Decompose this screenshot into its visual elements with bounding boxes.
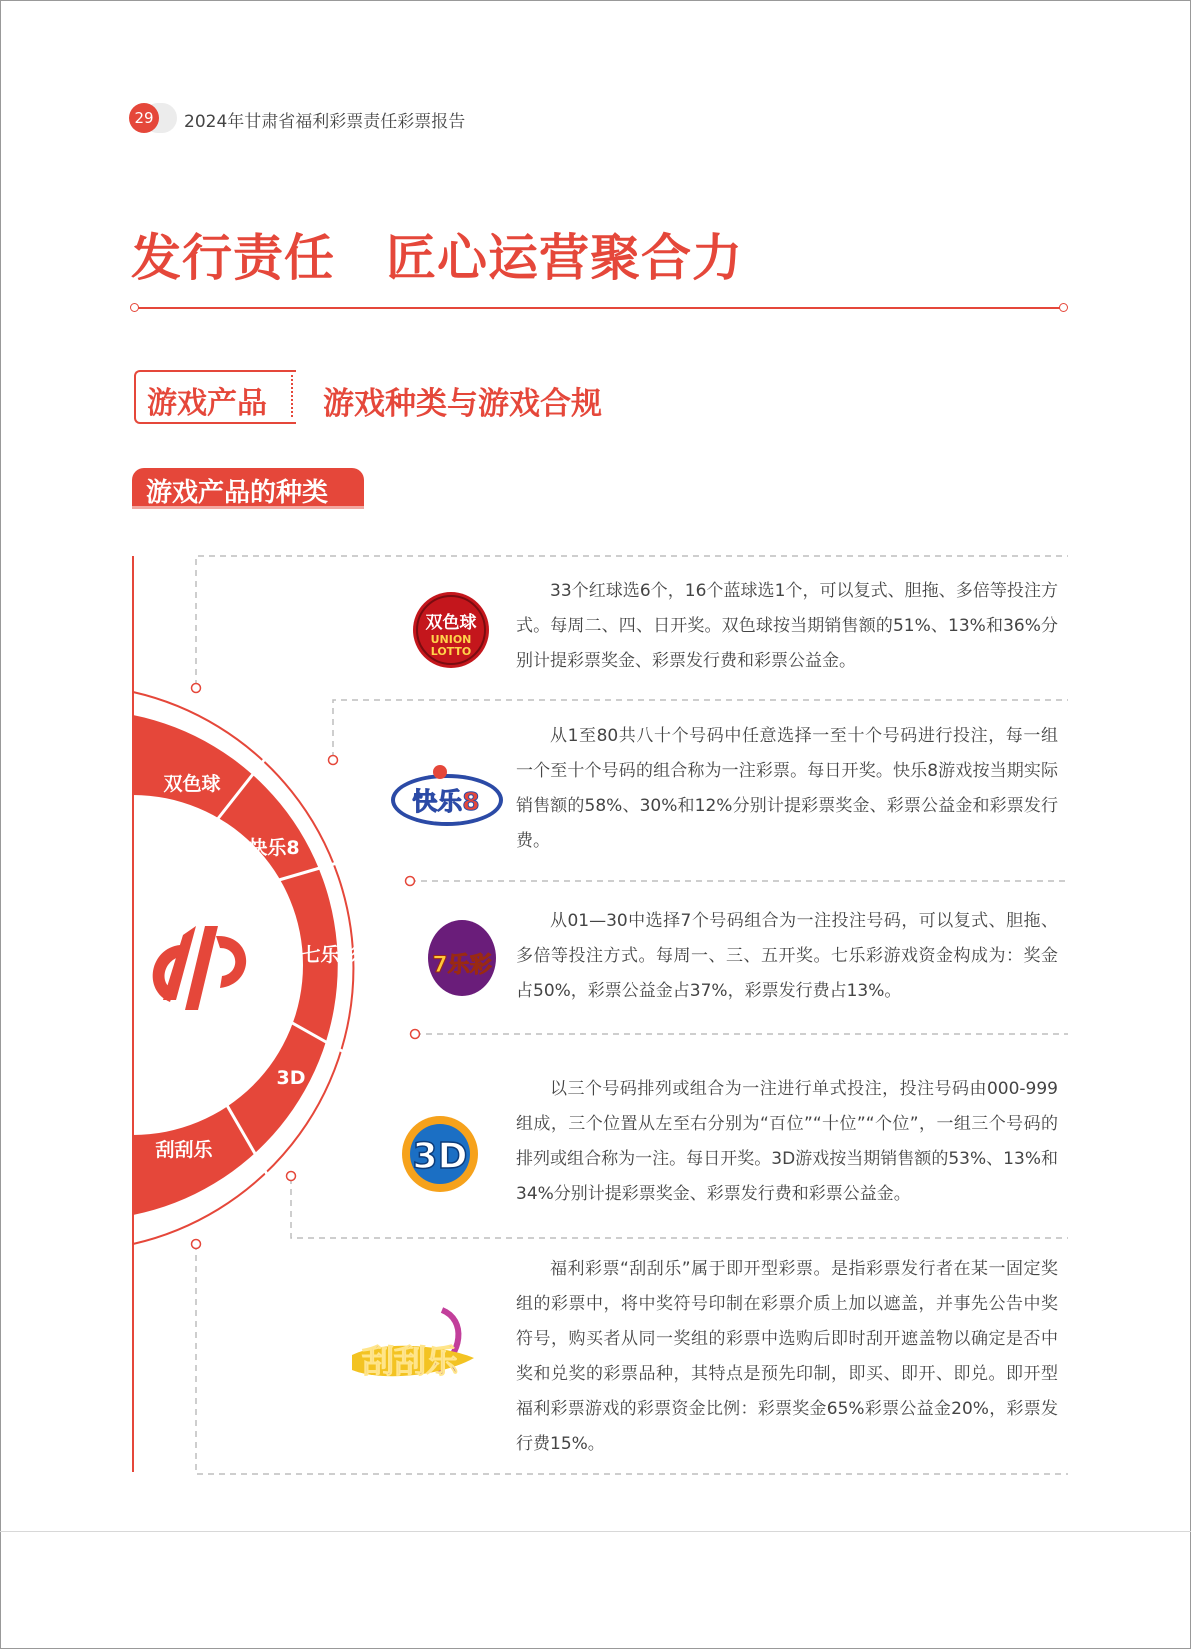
footer-divider — [0, 1531, 1191, 1532]
union-lotto-logo-union: UNION — [430, 633, 472, 646]
union-lotto-logo-icon — [406, 585, 496, 675]
qilecai-logo-icon — [424, 910, 500, 1000]
wheel-label-guaguale: 刮刮乐 — [155, 1139, 213, 1161]
union-lotto-logo-text: 双色球 — [425, 613, 477, 633]
kuaile8-logo-text: 快乐8 — [412, 787, 480, 816]
guaguale-logo-icon — [342, 1300, 482, 1396]
3d-logo-icon — [392, 1110, 488, 1196]
wheel-label-qilecai: 七乐彩 — [301, 944, 359, 966]
game-description-3d: 以三个号码排列或组合为一注进行单式投注，投注号码由000-999组成，三个位置从左至右分别为“百位”“十位”“个位”，一组三个号码的排列或组合称为一注。每日开奖。3D游戏按当期销售额的53%、13%和34%分别计提彩票奖金、彩票发行费和彩票公益金。 — [516, 1079, 1058, 1204]
3d-logo-text: 3D — [412, 1136, 468, 1177]
game-description-shuangseqiu: 33个红球选6个，16个蓝球选1个，可以复式、胆拖、多倍等投注方式。每周二、四、日开奖。双色球按当期销售额的51%、13%和36%分别计提彩票奖金、彩票发行费和彩票公益金。 — [516, 581, 1058, 671]
section-label: 游戏产品 — [147, 386, 267, 421]
union-lotto-logo-lotto: LOTTO — [430, 645, 472, 658]
kuaile8-logo-icon — [388, 760, 506, 830]
wheel-label-3d: 3D — [276, 1067, 306, 1089]
section-title: 游戏种类与游戏合规 — [323, 386, 602, 422]
page-number: 29 — [129, 103, 159, 133]
qilecai-logo-text: 7乐彩 — [432, 953, 492, 978]
game-description-kuaile8: 从1至80共八十个号码中任意选择一至十个号码进行投注，每一组一个至十个号码的组合称为一注彩票。每日开奖。快乐8游戏按当期实际销售额的58%、30%和12%分别计提彩票奖金、彩票公益金和彩票发行费。 — [516, 726, 1058, 851]
report-title: 2024年甘肃省福利彩票责任彩票报告 — [184, 112, 466, 132]
wheel-label-kuaile8: 快乐8 — [248, 837, 300, 859]
game-description-qilecai: 从01—30中选择7个号码组合为一注投注号码，可以复式、胆拖、多倍等投注方式。每周一、三、五开奖。七乐彩游戏资金构成为：奖金占50%，彩票公益金占37%，彩票发行费占13%。 — [516, 911, 1058, 1001]
cp-welfare-lottery-icon — [153, 926, 246, 1010]
game-description-guaguale: 福利彩票“刮刮乐”属于即开型彩票。是指彩票发行者在某一固定奖组的彩票中，将中奖符号印制在彩票介质上加以遮盖，并事先公告中奖符号，购买者从同一奖组的彩票中选购后即时刮开遮盖物以确定是否中奖和兑奖的彩票品种，其特点是预先印制，即买、即开、即兑。即开型福利彩票游戏的彩票资金比例：彩票奖金65%彩票公益金20%，彩票发行费15%。 — [516, 1259, 1058, 1454]
page-title: 发行责任 匠心运营聚合力 — [131, 228, 743, 287]
guaguale-logo-text: 刮刮乐 — [361, 1342, 459, 1380]
wheel-label-shuangseqiu: 双色球 — [163, 773, 221, 795]
subsection-label: 游戏产品的种类 — [146, 478, 329, 508]
